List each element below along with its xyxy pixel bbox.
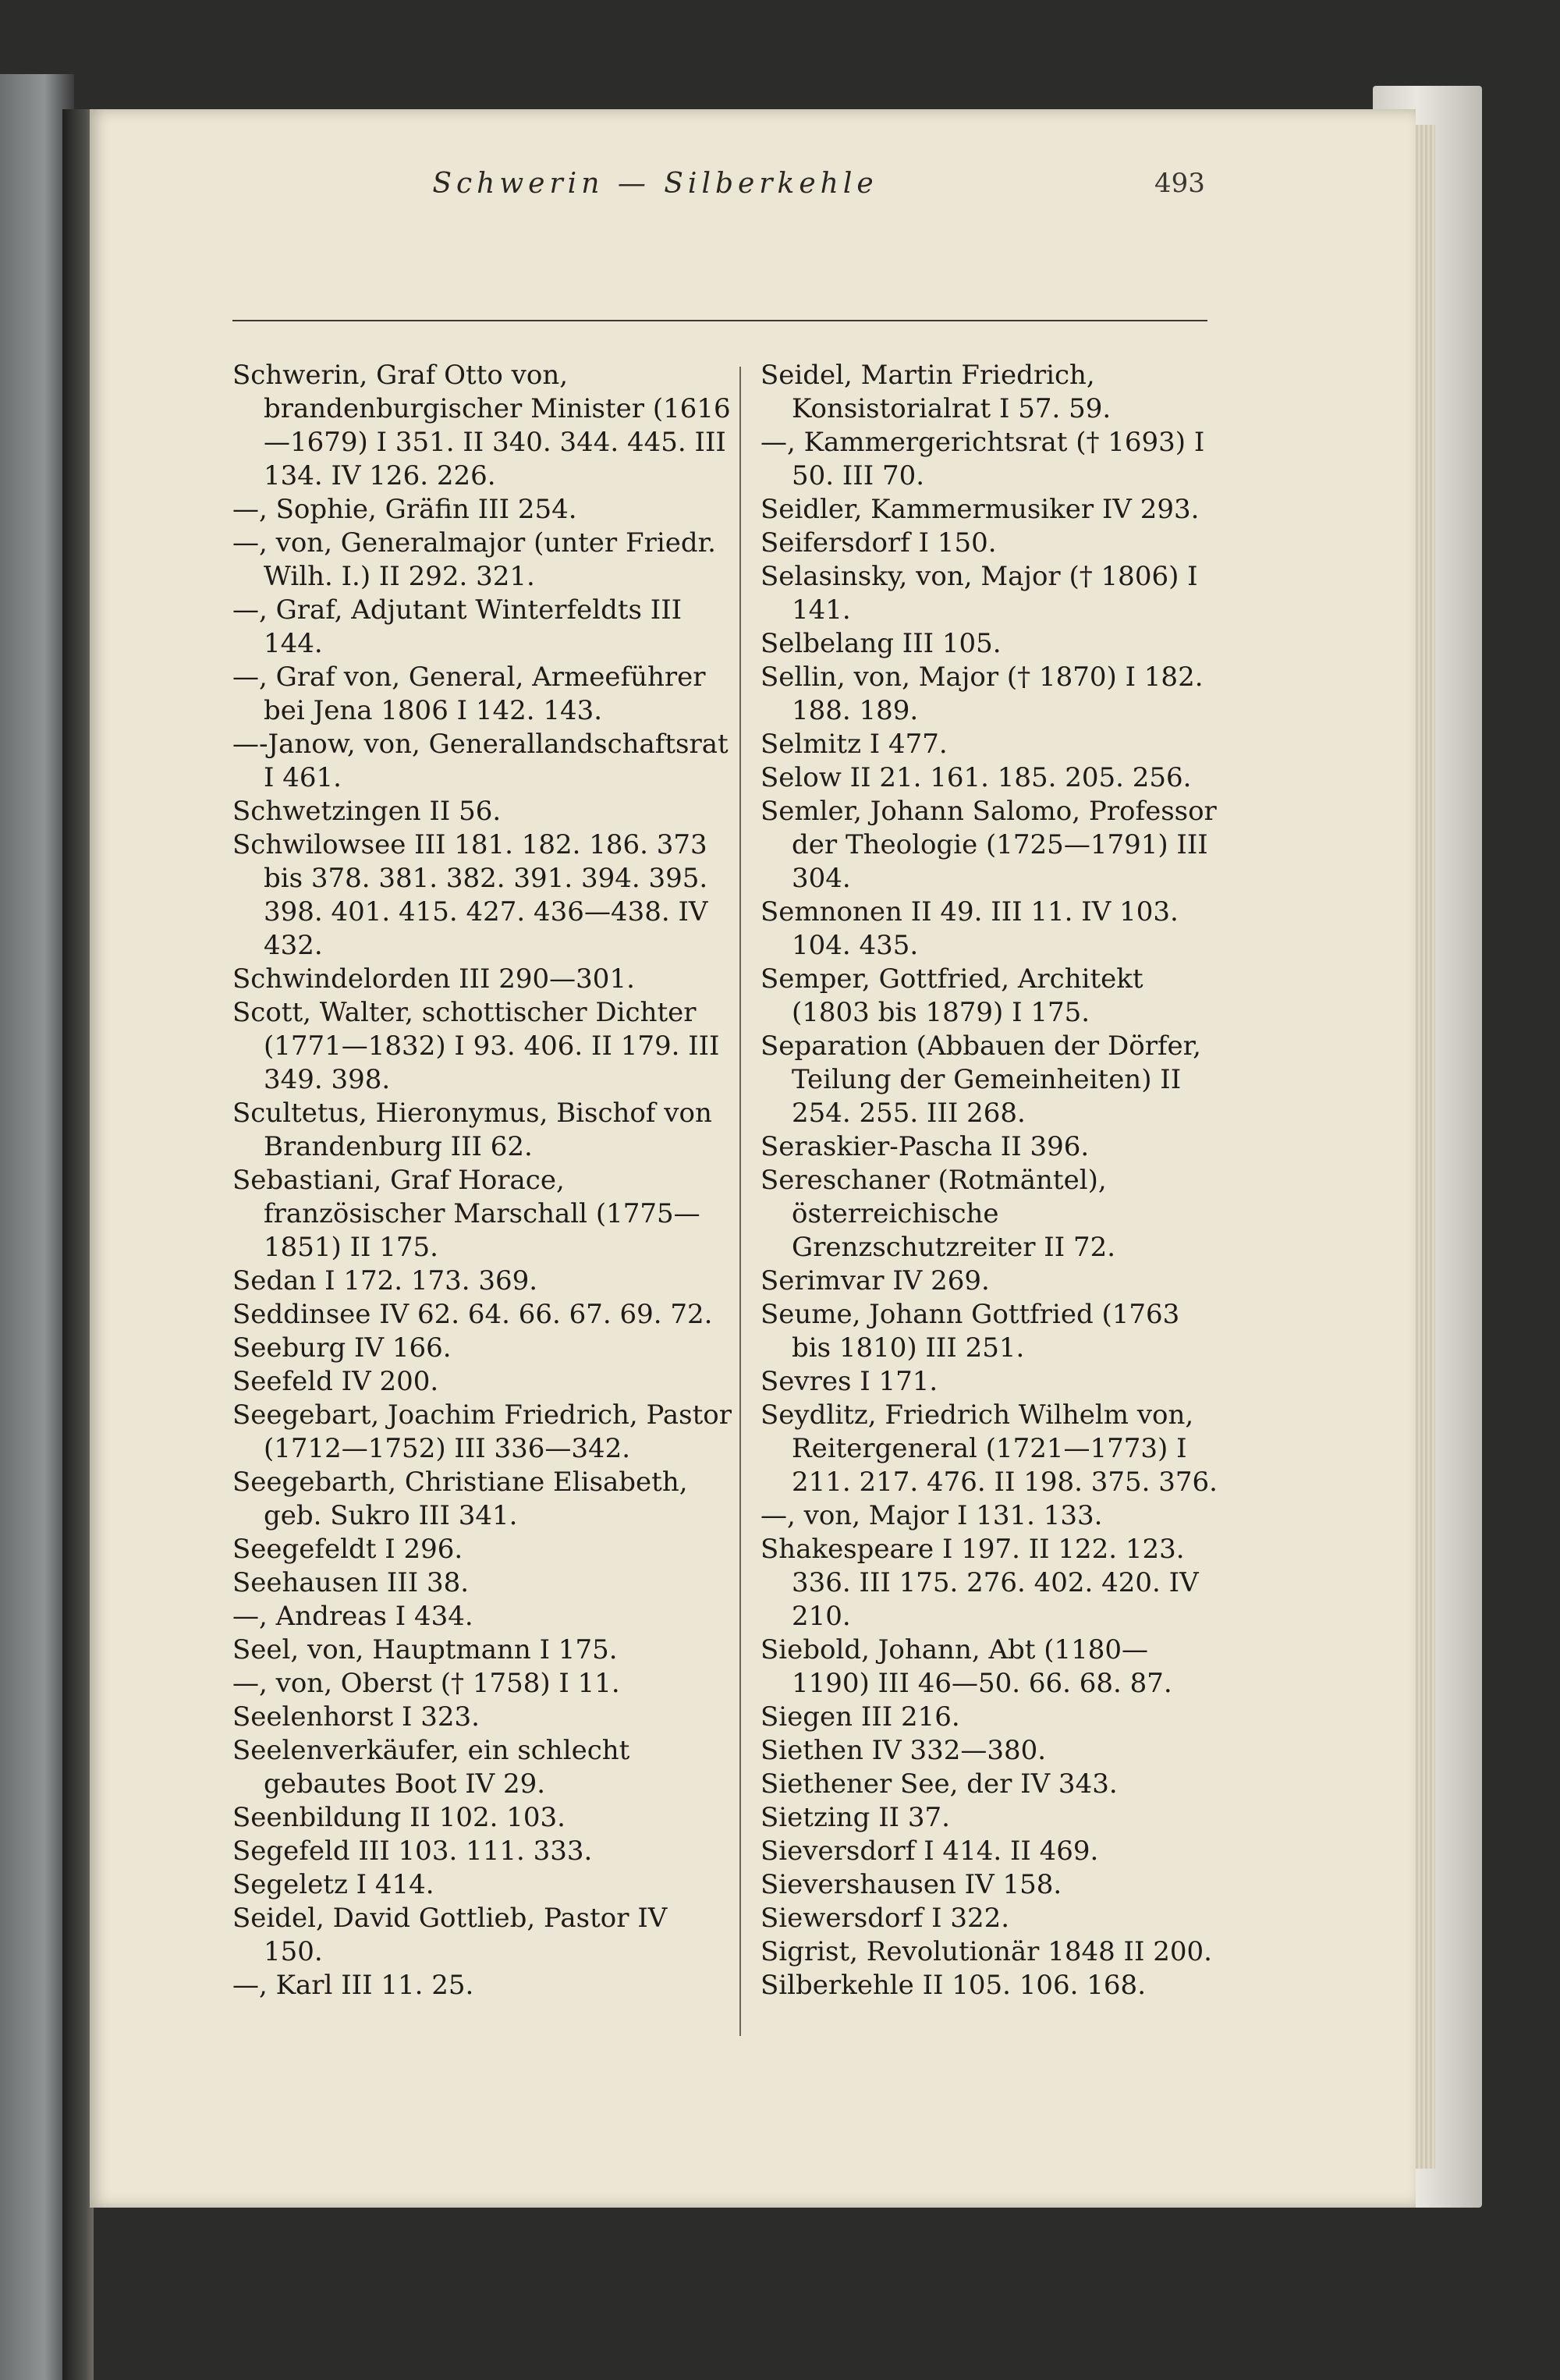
- index-entry: Seelenhorst I 323.: [232, 1701, 480, 1733]
- index-entry: Schwetzingen II 56.: [232, 796, 502, 827]
- index-entry: Sedan I 172. 173. 369.: [232, 1265, 538, 1296]
- index-entry: Selbelang III 105.: [760, 628, 1002, 659]
- index-entry: —, Karl III 11. 25.: [232, 1970, 474, 2001]
- index-entry: Selmitz I 477.: [760, 729, 948, 760]
- index-entry: Schwindelorden III 290—301.: [232, 963, 635, 995]
- index-entry: Sievershausen IV 158.: [760, 1869, 1062, 1900]
- index-entry: Siebold, Johann, Abt (1180—1190) III 46—50. 66. 68. 87.: [760, 1634, 1172, 1699]
- running-header: Schwerin — Silberkehle: [432, 168, 878, 200]
- index-entry: Seegebarth, Christiane Elisabeth, geb. Sukro III 341.: [232, 1467, 688, 1531]
- index-entry: Silberkehle II 105. 106. 168.: [760, 1970, 1146, 2001]
- index-entry: —, Kammergerichtsrat († 1693) I 50. III 70.: [760, 427, 1205, 491]
- index-entry: Sieversdorf I 414. II 469.: [760, 1836, 1099, 1867]
- index-entry: —, von, Generalmajor (unter Friedr. Wilh. I.) II 292. 321.: [232, 527, 716, 592]
- index-entry: Seefeld IV 200.: [232, 1366, 439, 1397]
- index-entry: Sereschaner (Rotmäntel), österreichische Grenzschutzreiter II 72.: [760, 1165, 1116, 1263]
- index-entry: —, von, Oberst († 1758) I 11.: [232, 1668, 620, 1699]
- index-column-left: [232, 359, 732, 2002]
- index-entry: Sebastiani, Graf Horace, französischer Marschall (1775—1851) II 175.: [232, 1165, 700, 1263]
- index-entry: Selasinsky, von, Major († 1806) I 141.: [760, 561, 1198, 626]
- header-rule: [232, 320, 1207, 321]
- index-entry: —, Andreas I 434.: [232, 1601, 473, 1632]
- index-entry: Seenbildung II 102. 103.: [232, 1802, 566, 1833]
- index-entry: Scultetus, Hieronymus, Bischof von Brandenburg III 62.: [232, 1098, 712, 1162]
- index-entry: —-Janow, von, Generallandschaftsrat I 461.: [232, 729, 729, 793]
- index-entry: Selow II 21. 161. 185. 205. 256.: [760, 762, 1192, 793]
- index-entry: Seel, von, Hauptmann I 175.: [232, 1634, 618, 1665]
- column-divider: [739, 367, 741, 2036]
- index-entry: Siethen IV 332—380.: [760, 1735, 1047, 1766]
- index-entry: Shakespeare I 197. II 122. 123. 336. III 175. 276. 402. 420. IV 210.: [760, 1534, 1199, 1632]
- index-entry: Seidel, Martin Friedrich, Konsistorialrat I 57. 59.: [760, 360, 1112, 424]
- index-entry: Siegen III 216.: [760, 1701, 960, 1733]
- index-entry: Schwilowsee III 181. 182. 186. 373 bis 378. 381. 382. 391. 394. 395. 398. 401. 415. 427. 436—438. IV 432.: [232, 829, 708, 961]
- index-entry: —, Graf von, General, Armeeführer bei Jena 1806 I 142. 143.: [232, 662, 706, 726]
- index-entry: Semler, Johann Salomo, Professor der Theologie (1725—1791) III 304.: [760, 796, 1217, 894]
- index-entry: Seelenverkäufer, ein schlecht gebautes Boot IV 29.: [232, 1735, 630, 1800]
- index-entry: Seume, Johann Gottfried (1763 bis 1810) III 251.: [760, 1299, 1180, 1364]
- index-entry: Sietzing II 37.: [760, 1802, 950, 1833]
- index-entry: Separation (Abbauen der Dörfer, Teilung der Gemeinheiten) II 254. 255. III 268.: [760, 1030, 1201, 1129]
- index-entry: Scott, Walter, schottischer Dichter (1771—1832) I 93. 406. II 179. III 349. 398.: [232, 997, 720, 1095]
- index-entry: Seidel, David Gottlieb, Pastor IV 150.: [232, 1903, 668, 1967]
- index-entry: Seeburg IV 166.: [232, 1332, 452, 1364]
- page-number: 493: [1154, 168, 1205, 199]
- index-column-right: [760, 359, 1225, 2002]
- index-entry: Seraskier-Pascha II 396.: [760, 1131, 1090, 1162]
- index-entry: Serimvar IV 269.: [760, 1265, 990, 1296]
- book-spine: [62, 109, 94, 2380]
- index-entry: Siethener See, der IV 343.: [760, 1768, 1118, 1800]
- index-entry: Seddinsee IV 62. 64. 66. 67. 69. 72.: [232, 1299, 713, 1330]
- index-entry: Semnonen II 49. III 11. IV 103. 104. 435.: [760, 896, 1179, 961]
- index-entry: Siewersdorf I 322.: [760, 1903, 1010, 1934]
- index-entry: Sellin, von, Major († 1870) I 182. 188. 189.: [760, 662, 1204, 726]
- index-entry: Seifersdorf I 150.: [760, 527, 997, 559]
- index-entry: Sigrist, Revolutionär 1848 II 200.: [760, 1936, 1212, 1967]
- index-entry: Semper, Gottfried, Architekt (1803 bis 1879) I 175.: [760, 963, 1143, 1028]
- index-entry: —, Sophie, Gräfin III 254.: [232, 494, 577, 525]
- index-entry: Sevres I 171.: [760, 1366, 938, 1397]
- index-entry: Seydlitz, Friedrich Wilhelm von, Reitergeneral (1721—1773) I 211. 217. 476. II 198. 375. 376.: [760, 1399, 1218, 1498]
- index-entry: Schwerin, Graf Otto von, brandenburgischer Minister (1616—1679) I 351. II 340. 344. 445. III 134. IV 126. 226.: [232, 360, 731, 491]
- index-entry: —, Graf, Adjutant Winterfeldts III 144.: [232, 594, 682, 659]
- index-entry: Segeletz I 414.: [232, 1869, 434, 1900]
- index-entry: Seehausen III 38.: [232, 1567, 470, 1598]
- index-entry: Seegebart, Joachim Friedrich, Pastor (1712—1752) III 336—342.: [232, 1399, 732, 1464]
- index-entry: Seidler, Kammermusiker IV 293.: [760, 494, 1200, 525]
- index-entry: Segefeld III 103. 111. 333.: [232, 1836, 593, 1867]
- index-entry: —, von, Major I 131. 133.: [760, 1500, 1103, 1531]
- index-entry: Seegefeldt I 296.: [232, 1534, 463, 1565]
